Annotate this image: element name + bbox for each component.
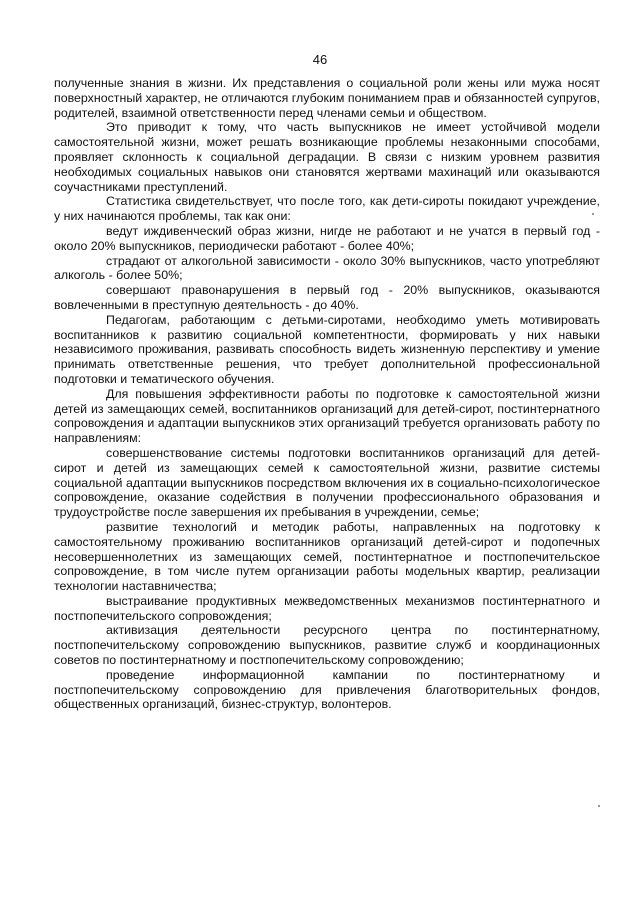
list-item-3: совершают правонарушения в первый год - 20% выпускников, оказываются вовлеченными в преступную деятельность - до 40%. [54,283,600,312]
scan-speck [592,213,594,215]
body-text [54,76,600,712]
list-item-1: ведут иждивенческий образ жизни, нигде не работают и не учатся в первый год - около 20% выпускников, периодически работают - более 40%; [54,223,600,253]
direction-item-4: активизация деятельности ресурсного центра по постинтернатному, постпопечительскому сопровождению выпускников, развитие служб и координационных советов по постинтернатному и постпопечительскому сопровождению; [54,623,600,668]
paragraph-5: Для повышения эффективности работы по подготовке к самостоятельной жизни детей из замещающих семей, воспитанников организаций для детей-сирот, постинтернатного сопровождения и адаптации выпускников этих организаций требуется организовать работу по направлениям: [54,386,600,446]
direction-item-2: развитие технологий и методик работы, направленных на подготовку к самостоятельному проживанию воспитанников организаций детей-сирот и подопечных несовершеннолетних из замещающих семей, постинтернатное и постпопечительское сопровождение, в том числе путем организации работы модельных квартир, реализации технологии наставничества; [54,519,600,594]
direction-item-5: проведение информационной кампании по постинтернатному и постпопечительскому сопровождению для привлечения благотворительных фондов, общественных организаций, бизнес-структур, волонтеров. [54,667,600,712]
paragraph-4: Педагогам, работающим с детьми-сиротами, необходимо уметь мотивировать воспитанников к развитию социальной компетентности, формировать у них навыки независимого проживания, развивать способность видеть жизненную перспективу и умение принимать ответственные решения, что требует дополнительной профессиональной подготовки и тематического обучения. [54,312,600,386]
paragraph-1: полученные знания в жизни. Их представления о социальной роли жены или мужа носят поверхностный характер, не отличаются глубоким пониманием прав и обязанностей супругов, родителей, взаимной ответственности перед членами семьи и обществом. [54,76,600,120]
scan-speck [598,805,600,807]
direction-item-3: выстраивание продуктивных межведомственных механизмов постинтернатного и постпопечительского сопровождения; [54,593,600,623]
paragraph-2: Это приводит к тому, что часть выпускников не имеет устойчивой модели самостоятельной жизни, может решать возникающие проблемы незаконными способами, проявляет склонность к социальной деградации. В связи с низким уровнем развития необходимых социальных навыков они становятся жертвами махинаций или оказываются соучастниками преступлений. [54,120,600,194]
paragraph-3: Статистика свидетельствует, что после того, как дети-сироты покидают учреждение, у них начинаются проблемы, так как они: [54,194,600,224]
list-item-2: страдают от алкогольной зависимости - около 30% выпускников, часто употребляют алкоголь - более 50%; [54,253,600,283]
page-number: 46 [312,52,328,67]
direction-item-1: совершенствование системы подготовки воспитанников организаций для детей-сирот и детей из замещающих семей к самостоятельной жизни, развитие системы социальной адаптации выпускников посредством включения их в социально-психологическое сопровождение, оказание содействия в получении профессионального образования и трудоустройстве после завершения их пребывания в учреждении, семье; [54,445,600,520]
